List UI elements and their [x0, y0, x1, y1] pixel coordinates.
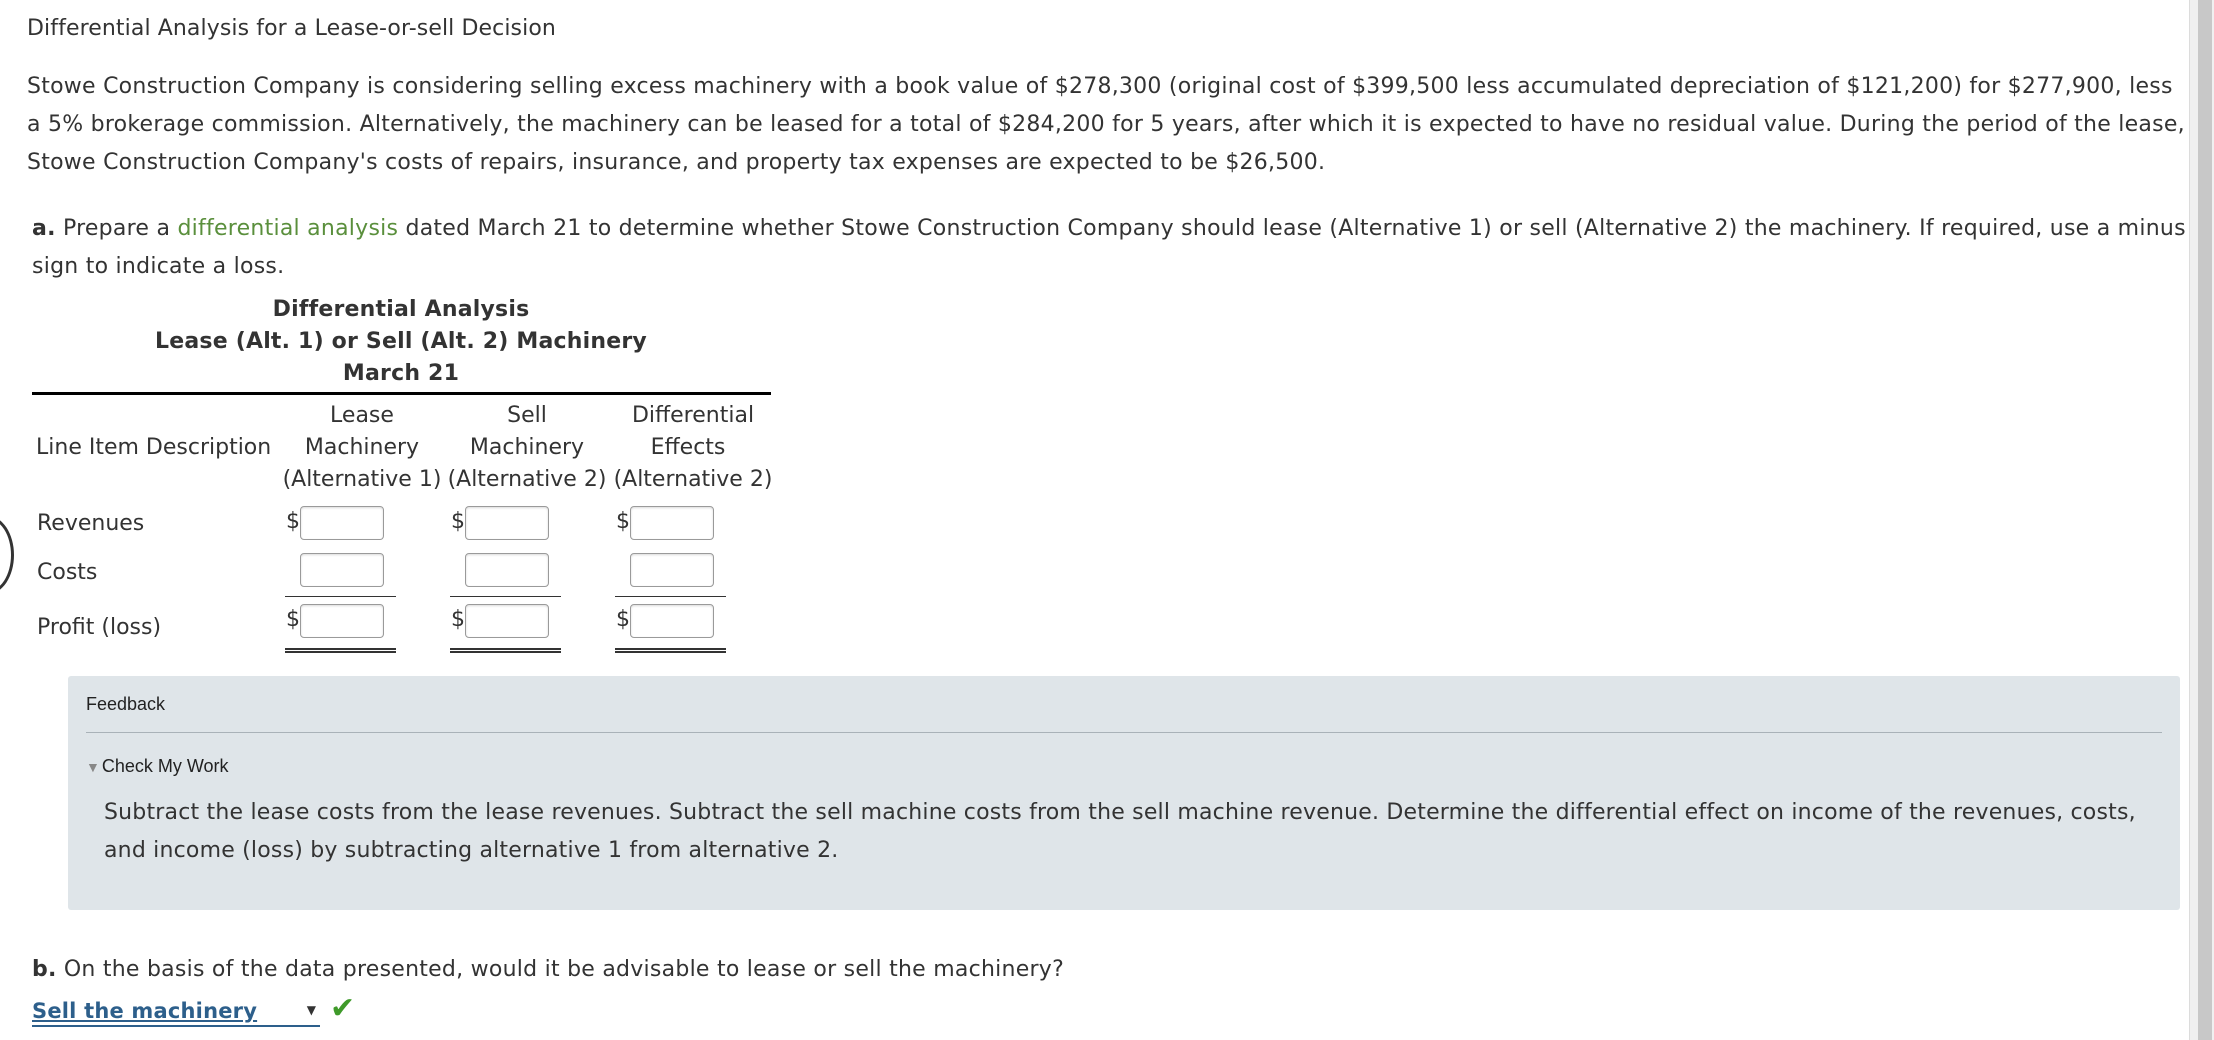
feedback-divider: [86, 732, 2162, 733]
revenues-lease-input[interactable]: [300, 506, 384, 540]
part-b-label: b.: [32, 957, 57, 982]
col-header-lease-1: Lease: [330, 403, 394, 428]
total-double-rule: [450, 648, 561, 653]
part-a-prefix: Prepare a: [55, 216, 178, 241]
currency-symbol: $: [616, 607, 630, 632]
costs-lease-input[interactable]: [300, 553, 384, 587]
subtotal-rule: [615, 596, 726, 597]
currency-symbol: $: [286, 509, 300, 534]
part-a-suffix: dated March 21 to determine whether Stowe Construction Company should lease (Alternative 1) or sell (Alternative 2) the machinery. If required, use a minus sign to indicate a loss.: [32, 216, 2186, 279]
col-header-diff-3: (Alternative 2): [613, 467, 773, 492]
table-top-rule: [32, 392, 771, 395]
col-header-diff-2: Effects: [650, 435, 726, 460]
currency-symbol: $: [451, 509, 465, 534]
feedback-title: Feedback: [86, 694, 166, 714]
col-header-sell-1: Sell: [507, 403, 547, 428]
checkmark-icon: ✔: [330, 991, 356, 1026]
scrollbar-thumb[interactable]: [2198, 0, 2212, 1040]
profit-lease-input[interactable]: [300, 604, 384, 638]
currency-symbol: $: [451, 607, 465, 632]
currency-symbol: $: [616, 509, 630, 534]
part-a-instructions: [32, 210, 2192, 286]
row-label-profit-loss: Profit (loss): [37, 615, 162, 640]
dropdown-arrow-icon: ▼: [306, 1003, 316, 1017]
circle-marker-icon: [0, 516, 14, 594]
row-label-revenues: Revenues: [37, 511, 145, 536]
analysis-date: March 21: [342, 361, 460, 386]
col-header-sell-3: (Alternative 2): [447, 467, 607, 492]
revenues-sell-input[interactable]: [465, 506, 549, 540]
subtotal-rule: [285, 596, 396, 597]
problem-statement: Stowe Construction Company is considering selling excess machinery with a book value of $278,300 (original cost of $399,500 less accumulated depreciation of $121,200) for $277,900, less a 5% brokerage commission. Alternatively, the machinery can be leased for a total of $284,200 for 5 years, after which it is expected to have no residual value. During the period of the lease, Stowe Construction Company's costs of repairs, insurance, and property tax expenses are expected to be $26,500.: [27, 74, 2185, 175]
feedback-text: Subtract the lease costs from the lease revenues. Subtract the sell machine costs from the sell machine revenue. Determine the differential effect on income of the revenues, costs, and income (loss) by subtracting alternative 1 from alternative 2.: [104, 800, 2136, 863]
total-double-rule: [285, 648, 396, 653]
col-header-lease-3: (Alternative 1): [282, 467, 442, 492]
costs-diff-input[interactable]: [630, 553, 714, 587]
select-value: Sell the machinery: [32, 999, 258, 1023]
triangle-down-icon: ▼: [86, 758, 100, 775]
check-my-work-toggle[interactable]: [86, 756, 229, 777]
col-header-diff-1: Differential: [631, 403, 755, 428]
part-b-question: [32, 957, 1064, 982]
profit-sell-input[interactable]: [465, 604, 549, 638]
subtotal-rule: [450, 596, 561, 597]
total-double-rule: [615, 648, 726, 653]
vertical-scrollbar[interactable]: [2189, 0, 2214, 1040]
col-header-lease-2: Machinery: [304, 435, 420, 460]
costs-sell-input[interactable]: [465, 553, 549, 587]
row-label-costs: Costs: [37, 560, 98, 585]
currency-symbol: $: [286, 607, 300, 632]
analysis-heading: Differential Analysis: [272, 297, 530, 322]
part-b-question-text: On the basis of the data presented, would it be advisable to lease or sell the machinery?: [56, 957, 1064, 982]
profit-diff-input[interactable]: [630, 604, 714, 638]
feedback-panel: [68, 676, 2180, 910]
differential-analysis-link[interactable]: differential analysis: [177, 216, 399, 241]
analysis-subheading: Lease (Alt. 1) or Sell (Alt. 2) Machinery: [155, 329, 647, 354]
check-my-work-label: Check My Work: [101, 756, 229, 776]
col-header-description: Line Item Description: [36, 435, 272, 460]
col-header-sell-2: Machinery: [469, 435, 585, 460]
lease-or-sell-select[interactable]: [32, 997, 320, 1027]
page-title: Differential Analysis for a Lease-or-sell Decision: [27, 16, 556, 41]
revenues-diff-input[interactable]: [630, 506, 714, 540]
part-a-label: a.: [32, 216, 56, 241]
